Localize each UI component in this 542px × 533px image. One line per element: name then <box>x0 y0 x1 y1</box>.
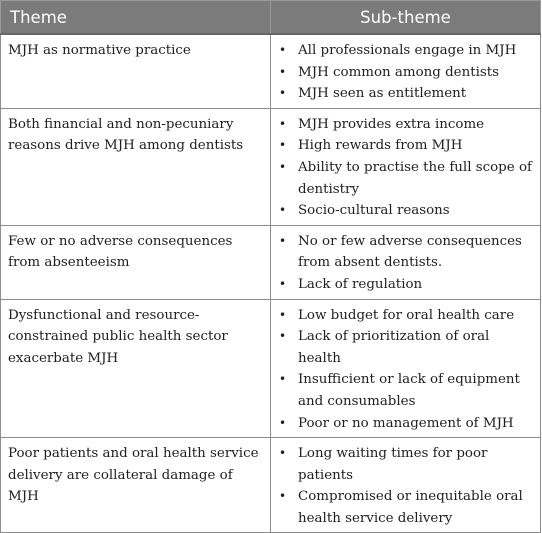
subtheme-cell <box>271 225 541 299</box>
subtheme-item: • Insufficient or lack of equipment and consumables <box>275 369 536 412</box>
table-row <box>1 438 541 533</box>
subtheme-list <box>275 305 536 435</box>
theme-cell: Dysfunctional and resource-constrained public health sector exacerbate MJH <box>1 299 271 438</box>
subtheme-cell <box>271 34 541 108</box>
subtheme-item: • MJH common among dentists <box>275 62 536 84</box>
subtheme-list <box>275 114 536 222</box>
subtheme-item: • All professionals engage in MJH <box>275 40 536 62</box>
subtheme-item: • Socio-cultural reasons <box>275 200 536 222</box>
subtheme-cell <box>271 108 541 225</box>
subtheme-item: • Lack of prioritization of oral health <box>275 326 536 369</box>
subtheme-list <box>275 231 536 296</box>
subtheme-item: • Low budget for oral health care <box>275 305 536 327</box>
subtheme-list <box>275 443 536 529</box>
header-row <box>1 1 541 35</box>
subtheme-item: • Ability to practise the full scope of dentistry <box>275 157 536 200</box>
table-row <box>1 299 541 438</box>
theme-cell: Few or no adverse consequences from absenteeism <box>1 225 271 299</box>
theme-column-header: Theme <box>1 1 271 35</box>
theme-cell: Poor patients and oral health service delivery are collateral damage of MJH <box>1 438 271 533</box>
table-row <box>1 34 541 108</box>
subtheme-item: • Compromised or inequitable oral health service delivery <box>275 486 536 529</box>
subtheme-item: • Long waiting times for poor patients <box>275 443 536 486</box>
subtheme-column-header: Sub-theme <box>271 1 541 35</box>
subtheme-item: • MJH seen as entitlement <box>275 83 536 105</box>
table-row <box>1 225 541 299</box>
subtheme-item: • High rewards from MJH <box>275 135 536 157</box>
subtheme-item: • Lack of regulation <box>275 274 536 296</box>
subtheme-item: • No or few adverse consequences from absent dentists. <box>275 231 536 274</box>
table-row <box>1 108 541 225</box>
subtheme-list <box>275 40 536 105</box>
subtheme-item: • Poor or no management of MJH <box>275 413 536 435</box>
subtheme-cell <box>271 438 541 533</box>
theme-cell: MJH as normative practice <box>1 34 271 108</box>
theme-cell: Both financial and non-pecuniary reasons drive MJH among dentists <box>1 108 271 225</box>
subtheme-cell <box>271 299 541 438</box>
subtheme-item: • MJH provides extra income <box>275 114 536 136</box>
